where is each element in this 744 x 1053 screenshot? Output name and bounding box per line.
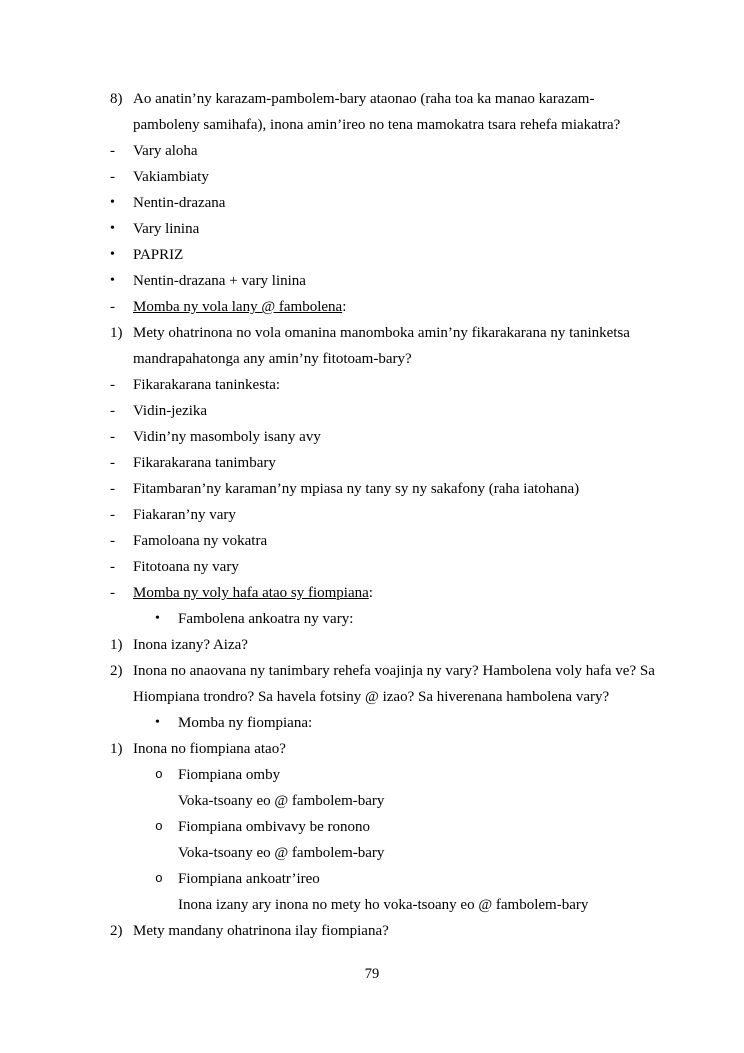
line-text: Fiompiana ankoatr’ireo [178,871,320,887]
line-marker-empty [110,346,133,372]
text-line [110,294,695,320]
text-line [110,112,695,138]
line-marker: • [110,221,115,236]
line-text: mandrapahatonga any amin’ny fitotoam-bary? [133,351,412,367]
line-text: Ao anatin’ny karazam-pambolem-bary ataonao (raha toa ka manao karazam- [133,91,595,107]
line-text: Inona izany ary inona no mety ho voka-tsoany eo @ fambolem-bary [178,897,589,913]
line-marker: • [110,247,115,262]
line-marker: • [155,611,160,626]
line-suffix: : [368,585,373,601]
text-line [110,268,695,294]
line-text: Momba ny fiompiana: [178,715,313,731]
line-marker-empty [155,840,178,866]
line-text: Fiompiana ombivavy be ronono [178,819,371,835]
page-number: 79 [364,966,380,982]
text-line [110,736,695,762]
text-line [110,632,695,658]
text-line [110,528,695,554]
text-line [155,788,695,814]
line-text: Hiompiana trondro? Sa havela fotsiny @ izao? Sa hiverenana hambolena vary? [133,689,610,705]
text-line [110,216,695,242]
line-text: Fikarakarana tanimbary [133,455,276,471]
line-marker: o [155,871,163,886]
text-line [155,866,695,892]
line-text: Nentin-drazana + vary linina [133,273,306,289]
line-text: Inona no fiompiana atao? [133,741,286,757]
line-marker: - [110,533,115,549]
line-marker: - [110,429,115,445]
text-line [110,450,695,476]
line-text: Famoloana ny vokatra [133,533,268,549]
line-text: pamboleny samihafa), inona amin’ireo no tena mamokatra tsara rehefa miakatra? [133,117,621,133]
text-line [110,918,695,944]
text-line [155,840,695,866]
text-line [110,684,695,710]
text-line [155,762,695,788]
text-line [110,554,695,580]
line-text: Fitotoana ny vary [133,559,239,575]
line-text: Inona izany? Aiza? [133,637,248,653]
line-text: Vidin’ny masomboly isany avy [133,429,321,445]
line-text: Nentin-drazana [133,195,226,211]
line-marker: - [110,169,115,185]
line-marker: - [110,403,115,419]
text-line [110,320,695,346]
line-text: PAPRIZ [133,247,184,263]
line-marker: - [110,455,115,471]
line-marker: - [110,143,115,159]
line-text: Vary linina [133,221,200,237]
text-line [110,190,695,216]
text-line [155,606,695,632]
line-text: Voka-tsoany eo @ fambolem-bary [178,845,385,861]
line-text: Inona no anaovana ny tanimbary rehefa voajinja ny vary? Hambolena voly hafa ve? Sa [133,663,655,679]
text-line [110,658,695,684]
text-line [155,814,695,840]
line-marker: • [155,715,160,730]
line-marker: 1) [110,741,123,757]
line-marker: o [155,767,163,782]
text-line [110,424,695,450]
line-marker-empty [155,788,178,814]
line-marker: • [110,273,115,288]
line-marker: o [155,819,163,834]
text-line [110,580,695,606]
line-marker: • [110,195,115,210]
text-line [155,892,695,918]
line-text: Fikarakarana taninkesta: [133,377,281,393]
text-line [110,476,695,502]
line-text: Mety mandany ohatrinona ilay fiompiana? [133,923,389,939]
line-marker: 8) [110,91,123,107]
line-marker-empty [110,112,133,138]
line-marker: - [110,507,115,523]
line-text: Fiompiana omby [178,767,281,783]
line-marker: 1) [110,325,123,341]
line-marker: - [110,585,115,601]
line-marker: - [110,299,115,315]
line-text: Mety ohatrinona no vola omanina manomboka amin’ny fikarakarana ny taninketsa [133,325,630,341]
text-line [110,86,695,112]
line-text: Vidin-jezika [133,403,208,419]
line-marker: - [110,377,115,393]
line-marker: - [110,559,115,575]
line-text: Momba ny vola lany @ fambolena [133,299,343,315]
question-list [110,86,695,944]
line-text: Fambolena ankoatra ny vary: [178,611,354,627]
line-text: Voka-tsoany eo @ fambolem-bary [178,793,385,809]
text-line [110,372,695,398]
line-marker-empty [155,892,178,918]
text-line [110,502,695,528]
line-text: Vary aloha [133,143,198,159]
text-line [155,710,695,736]
text-line [110,346,695,372]
text-line [110,138,695,164]
text-line [110,164,695,190]
line-text: Momba ny voly hafa atao sy fiompiana [133,585,369,601]
line-marker: - [110,481,115,497]
line-marker-empty [110,684,133,710]
line-text: Vakiambiaty [133,169,209,185]
line-marker: 1) [110,637,123,653]
line-marker: 2) [110,923,123,939]
line-text: Fitambaran’ny karaman’ny mpiasa ny tany sy ny sakafony (raha iatohana) [133,481,580,497]
line-text: Fiakaran’ny vary [133,507,236,523]
line-marker: 2) [110,663,123,679]
line-suffix: : [342,299,347,315]
text-line [110,398,695,424]
text-line [110,242,695,268]
